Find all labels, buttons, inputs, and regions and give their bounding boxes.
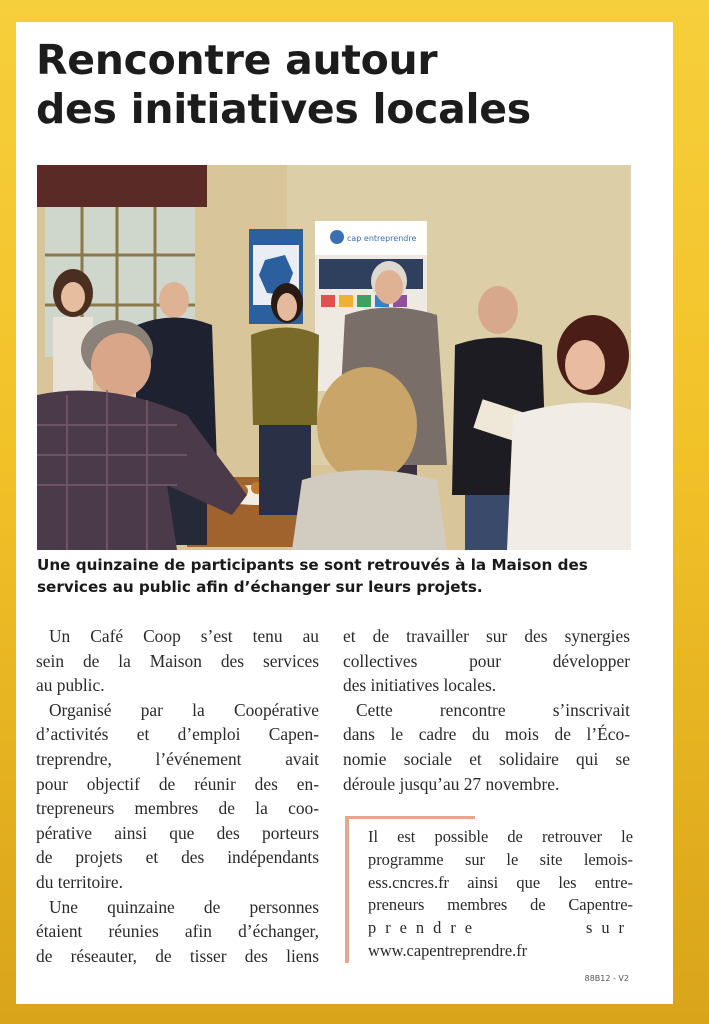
sidebox-line: programme sur le site lemois- — [368, 849, 633, 869]
body-line: nomie sociale et solidaire qui se — [343, 748, 630, 769]
sidebox-line: preneurs membres de Capentre- — [368, 895, 633, 915]
body-line: Une quinzaine de personnes — [49, 896, 319, 917]
article-photo — [37, 165, 631, 550]
newspaper-page — [16, 22, 673, 1004]
caption-line-2: services au public afin d’échanger sur leurs projets. — [37, 578, 483, 596]
sidebox-line: prendre sur — [368, 918, 633, 938]
article-headline — [36, 36, 531, 134]
headline-line-2: des initiatives locales — [36, 85, 531, 133]
headline-line-1: Rencontre autour — [36, 36, 438, 84]
body-line: Un Café Coop s’est tenu au — [49, 626, 319, 646]
page-code: 88B12 - V2 — [584, 974, 629, 983]
info-sidebox — [345, 816, 635, 966]
photo-caption — [37, 554, 637, 598]
photo-illustration — [37, 165, 631, 550]
body-line: du territoire. — [36, 871, 123, 892]
body-line: des initiatives locales. — [343, 675, 497, 696]
body-line: déroule jusqu’au 27 novembre. — [343, 773, 560, 794]
body-line: pérative ainsi que des porteurs — [36, 822, 319, 843]
body-line: collectives pour développer — [343, 650, 630, 671]
body-line: étaient réunies afin d’échanger, — [36, 921, 319, 942]
body-line: trepreneurs membres de la coo- — [36, 798, 319, 819]
body-line: dans le cadre du mois de l’Éco- — [343, 724, 630, 745]
body-line: treprendre, l’événement avait — [36, 748, 319, 769]
body-line: au public. — [36, 675, 105, 696]
sidebox-text — [368, 826, 633, 963]
article-column-left — [36, 624, 319, 968]
body-line: de réseauter, de tisser des liens — [36, 945, 319, 966]
body-line: sein de la Maison des services — [36, 650, 319, 671]
sidebox-accent-bar — [345, 816, 349, 963]
sidebox-accent-top — [345, 816, 475, 819]
body-line: Cette rencontre s’inscrivait — [356, 699, 630, 720]
body-line: Organisé par la Coopérative — [49, 699, 319, 720]
caption-line-1: Une quinzaine de participants se sont retrouvés à la Maison des — [37, 556, 588, 574]
sidebox-line: ess.cncres.fr ainsi que les entre- — [368, 872, 633, 892]
body-line: et de travailler sur des synergies — [343, 626, 630, 646]
article-column-right — [343, 624, 630, 796]
body-line: d’activités et d’emploi Capen- — [36, 724, 319, 745]
sidebox-link[interactable]: www.capentreprendre.fr — [368, 940, 528, 960]
body-line: de projets et des indépendants — [36, 847, 319, 868]
sidebox-line: Il est possible de retrouver le — [368, 827, 633, 846]
poster-logo-text: cap entreprendre — [347, 234, 417, 243]
body-line: pour objectif de réunir des en- — [36, 773, 319, 794]
